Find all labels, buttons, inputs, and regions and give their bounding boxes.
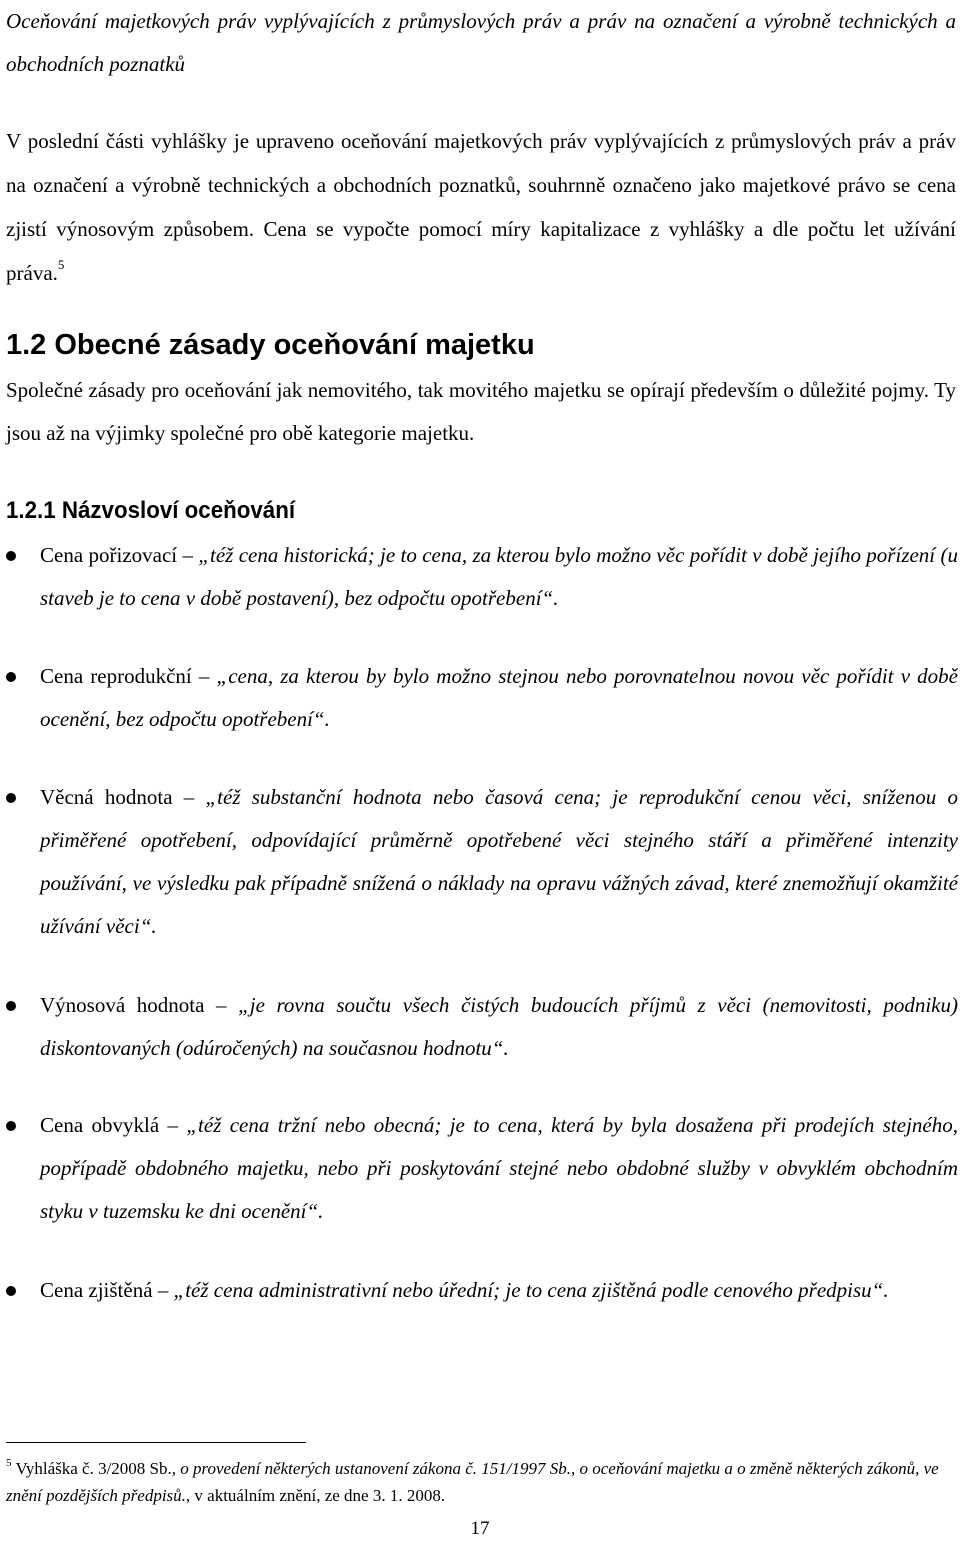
footnote bbox=[6, 1455, 956, 1509]
page-number: 17 bbox=[470, 1518, 490, 1539]
bullet-icon bbox=[6, 793, 16, 803]
list-item-text: Věcná hodnota – „též substanční hodnota nebo časová cena; je reprodukční cenou věci, sníženou o přiměřené opotřebení, odpovídající průměrně opotřebené věci stejného stáří a přiměřené intenzity používání, ve výsledku pak případně snížená o náklady na opravu vážných závad, které znemožňují okamžité užívání věci“. bbox=[40, 785, 958, 938]
intro-paragraph-text: V poslední části vyhlášky je upraveno oceňování majetkových práv vyplývajících z průmyslových práv a práv na označení a výrobně technických a obchodních poznatků, souhrnně označeno jako majetkové právo se cena zjistí výnosovým způsobem. Cena se vypočte pomocí míry kapitalizace z vyhlášky a dle počtu let užívání práva. bbox=[6, 129, 956, 285]
list-item-text: Cena pořizovací – „též cena historická; je to cena, za kterou bylo možno věc pořídit v době jejího pořízení (u staveb je to cena v době postavení), bez odpočtu opotřebení“. bbox=[40, 543, 958, 610]
bullet-icon bbox=[6, 1001, 16, 1011]
footnote-number: 5 bbox=[6, 1457, 12, 1469]
list-item-text: Cena zjištěná – „též cena administrativní nebo úřední; je to cena zjištěná podle cenového předpisu“. bbox=[40, 1278, 889, 1302]
footnote-divider bbox=[6, 1442, 306, 1443]
bullet-icon bbox=[6, 1286, 16, 1296]
list-item-text: Cena reprodukční – „cena, za kterou by bylo možno stejnou nebo porovnatelnou novou věc pořídit v době ocenění, bez odpočtu opotřebení“. bbox=[40, 664, 958, 731]
section-heading: 1.2 Obecné zásady oceňování majetku bbox=[6, 329, 535, 361]
section-paragraph: Společné zásady pro oceňování jak nemovitého, tak movitého majetku se opírají především o důležité pojmy. Ty jsou až na výjimky společné pro obě kategorie majetku. bbox=[6, 378, 956, 445]
bullet-icon bbox=[6, 672, 16, 682]
footnote-part-2: , o provedení některých ustanovení zákona č. 151/1997 Sb. bbox=[171, 1459, 571, 1478]
footnote-part-3: , o oceňování majetku a o změně některých zákonů, ve znění pozdějších předpisů. bbox=[6, 1459, 939, 1505]
intro-paragraph bbox=[6, 119, 956, 295]
intro-heading: Oceňování majetkových práv vyplývajících z průmyslových práv a práv na označení a výrobně technických a obchodních poznatků bbox=[6, 9, 956, 76]
list-item-text: Výnosová hodnota – „je rovna součtu všech čistých budoucích příjmů z věci (nemovitosti, podniku) diskontovaných (odúročených) na současnou hodnotu“. bbox=[40, 993, 958, 1060]
subsection-heading: 1.2.1 Názvosloví oceňování bbox=[6, 497, 296, 524]
footnote-part-1: Vyhláška č. 3/2008 Sb. bbox=[15, 1459, 172, 1478]
list-item-text: Cena obvyklá – „též cena tržní nebo obecná; je to cena, která by byla dosažena při prodejích stejného, popřípadě obdobného majetku, nebo při poskytování stejné nebo obdobné služby v obvyklém obchodním styku v tuzemsku ke dni ocenění“. bbox=[40, 1113, 958, 1223]
bullet-icon bbox=[6, 1121, 16, 1131]
footnote-part-4: , v aktuálním znění, ze dne 3. 1. 2008. bbox=[185, 1486, 446, 1505]
footnote-reference[interactable]: 5 bbox=[57, 257, 65, 272]
bullet-icon bbox=[6, 551, 16, 561]
